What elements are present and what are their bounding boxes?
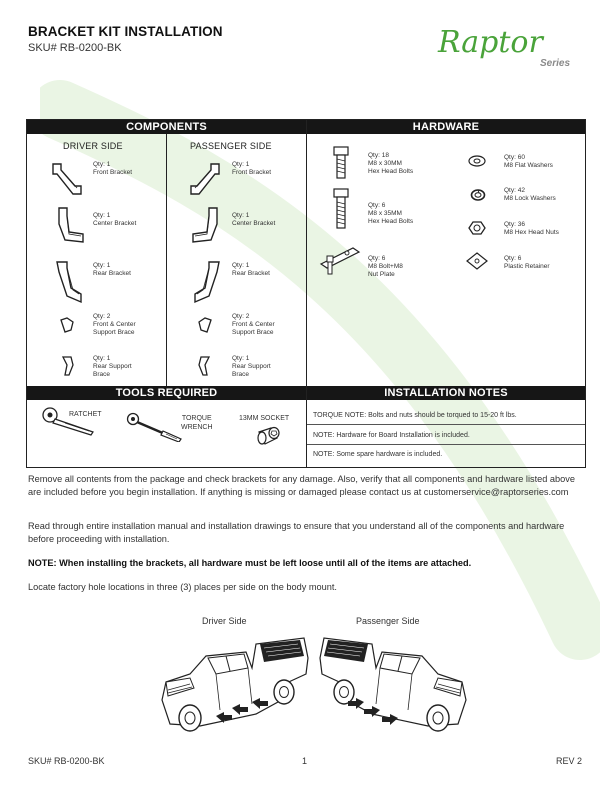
hardware-item-flat-washer: Qty: 60 M8 Flat Washers xyxy=(504,154,553,169)
hardware-item-hex-nut: Qty: 36 M8 Hex Head Nuts xyxy=(504,221,559,236)
long-bolt-icon xyxy=(333,188,349,230)
sku-label: SKU# RB-0200-BK xyxy=(28,42,122,54)
passenger-item-rear-bracket: Qty: 1 Rear Bracket xyxy=(232,262,270,277)
short-bolt-icon xyxy=(333,146,349,180)
revision-label: REV 2 xyxy=(556,756,583,766)
note-divider xyxy=(307,424,585,425)
raptor-series-logo xyxy=(430,22,590,74)
passenger-item-support-brace: Qty: 2 Front & Center Support Brace xyxy=(232,313,275,336)
driver-item-rear-bracket: Qty: 1 Rear Bracket xyxy=(93,262,131,277)
spare-hardware-note: NOTE: Some spare hardware is included. xyxy=(313,451,443,458)
driver-item-center-bracket: Qty: 1 Center Bracket xyxy=(93,212,137,227)
tool-label-ratchet: RATCHET xyxy=(69,411,102,418)
nut-plate-icon xyxy=(317,242,363,276)
front-bracket-icon xyxy=(49,160,85,198)
front-bracket-icon xyxy=(187,160,223,198)
page-number: 1 xyxy=(302,756,308,766)
flat-washer-icon xyxy=(468,154,486,168)
hardware-note: NOTE: Hardware for Board Installation is included. xyxy=(313,432,470,439)
rear-bracket-icon xyxy=(53,258,87,304)
driver-item-support-brace: Qty: 2 Front & Center Support Brace xyxy=(93,313,136,336)
components-divider xyxy=(166,134,167,386)
passenger-item-rear-support-brace: Qty: 1 Rear Support Brace xyxy=(232,355,271,378)
read-manual-paragraph: Read through entire installation manual and installation drawings to ensure that you understand all of the components and hardware before proceeding with installation. xyxy=(28,521,565,544)
hardware-item-short-bolt: Qty: 18 M8 x 30MM Hex Head Bolts xyxy=(368,152,414,175)
driver-item-rear-support-brace: Qty: 1 Rear Support Brace xyxy=(93,355,132,378)
hardware-item-lock-washer: Qty: 42 M8 Lock Washers xyxy=(504,187,556,202)
logo-series-text: Series xyxy=(540,58,571,69)
loose-hardware-note: NOTE: When installing the brackets, all hardware must be left loose until all of the items are attached. xyxy=(28,558,472,568)
driver-item-front-bracket: Qty: 1 Front Bracket xyxy=(93,161,133,176)
parts-table xyxy=(26,119,586,468)
driver-side-truck-drawing xyxy=(160,630,310,742)
hex-nut-icon xyxy=(468,220,486,236)
socket-icon xyxy=(255,424,281,448)
note-divider xyxy=(307,444,585,445)
torque-note: TORQUE NOTE: Bolts and nuts should be torqued to 15-20 ft lbs. xyxy=(313,412,517,419)
passenger-side-label: Passenger Side xyxy=(356,616,420,626)
footer-sku: SKU# RB-0200-BK xyxy=(28,756,105,766)
front-center-support-brace-icon xyxy=(195,316,215,336)
installation-notes-list xyxy=(307,400,585,467)
components-heading: COMPONENTS xyxy=(27,120,306,134)
passenger-item-front-bracket: Qty: 1 Front Bracket xyxy=(232,161,272,176)
center-bracket-icon xyxy=(187,204,223,246)
lock-washer-icon xyxy=(470,188,486,202)
passenger-side-heading: PASSENGER SIDE xyxy=(190,141,272,151)
document-title: BRACKET KIT INSTALLATION xyxy=(28,24,223,39)
rear-bracket-icon xyxy=(189,258,223,304)
installation-notes-heading: INSTALLATION NOTES xyxy=(307,386,585,400)
intro-paragraph: Remove all contents from the package and check brackets for any damage. Also, verify that all components and hardware listed above are included before you begin installation. If anything is missing or damaged please contact us at customerservice@raptorseries.com xyxy=(28,474,575,497)
passenger-side-truck-drawing xyxy=(318,630,468,742)
torque-wrench-icon xyxy=(125,412,183,442)
hardware-item-plastic-retainer: Qty: 6 Plastic Retainer xyxy=(504,255,550,270)
passenger-item-center-bracket: Qty: 1 Center Bracket xyxy=(232,212,276,227)
tools-heading: TOOLS REQUIRED xyxy=(27,386,306,400)
rear-support-brace-icon xyxy=(195,355,213,377)
hardware-item-nut-plate: Qty: 6 M8 Bolt+M8 Nut Plate xyxy=(368,255,403,278)
driver-side-label: Driver Side xyxy=(202,616,247,626)
tool-label-socket: 13MM SOCKET xyxy=(239,415,290,422)
hardware-heading: HARDWARE xyxy=(307,120,585,134)
logo-text: Raptor xyxy=(438,25,543,60)
tool-label-torque-wrench: TORQUE WRENCH xyxy=(181,415,213,431)
driver-side-heading: DRIVER SIDE xyxy=(63,141,123,151)
locate-holes-paragraph: Locate factory hole locations in three (3) places per side on the body mount. xyxy=(28,582,337,592)
front-center-support-brace-icon xyxy=(57,316,77,336)
hardware-item-long-bolt: Qty: 6 M8 x 35MM Hex Head Bolts xyxy=(368,202,414,225)
rear-support-brace-icon xyxy=(59,355,77,377)
center-bracket-icon xyxy=(53,204,89,246)
plastic-retainer-icon xyxy=(466,252,488,270)
